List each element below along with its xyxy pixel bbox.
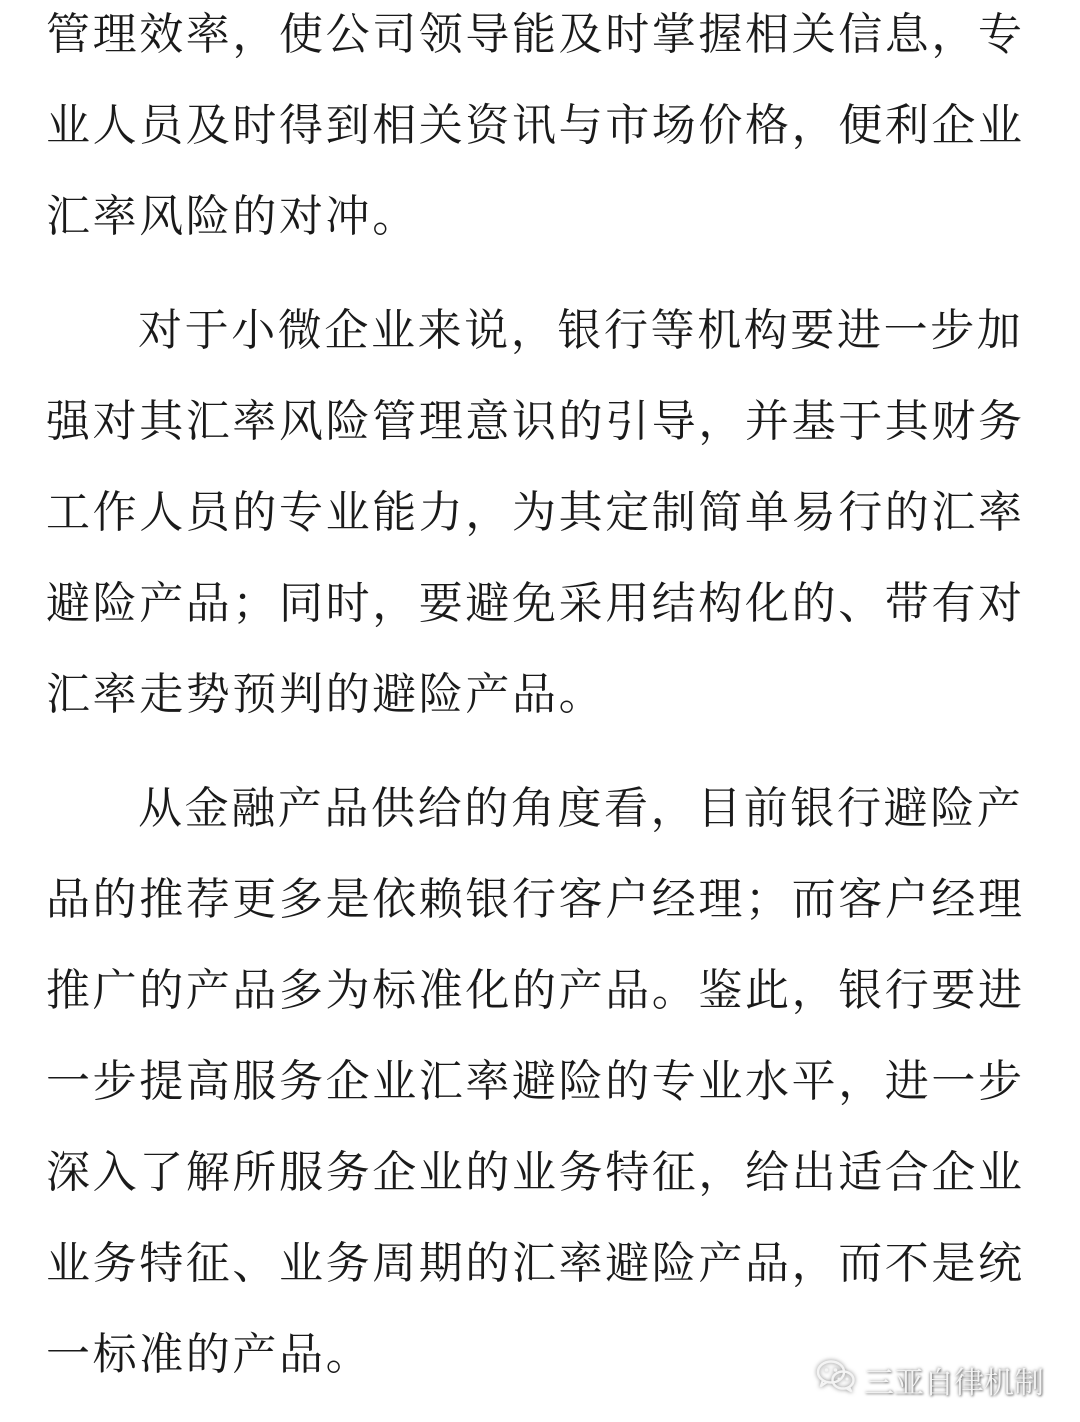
- text-line: 管理效率，使公司领导能及时掌握相关信息，专: [46, 9, 1025, 60]
- text-line: 深入了解所服务企业的业务特征，给出适合企业: [46, 1147, 1025, 1198]
- text-line: 业人员及时得到相关资讯与市场价格，便利企业: [46, 100, 1025, 151]
- paragraph-first-line: 从金融产品供给的角度看，目前银行避险产: [138, 783, 1024, 834]
- text-line: 推广的产品多为标准化的产品。鉴此，银行要进: [46, 965, 1025, 1016]
- text-line: 品的推荐更多是依赖银行客户经理；而客户经理: [46, 874, 1025, 925]
- wechat-icon: [816, 1359, 856, 1401]
- paragraph-first-line: 对于小微企业来说，银行等机构要进一步加: [138, 305, 1024, 356]
- text-line: 汇率走势预判的避险产品。: [46, 669, 606, 720]
- text-line: 一标准的产品。: [46, 1329, 373, 1380]
- text-line: 汇率风险的对冲。: [46, 191, 419, 242]
- text-line: 一步提高服务企业汇率避险的专业水平，进一步: [46, 1056, 1025, 1107]
- text-line: 避险产品；同时，要避免采用结构化的、带有对: [46, 578, 1025, 629]
- watermark-label: 三亚自律机制: [864, 1366, 1044, 1401]
- text-line: 强对其汇率风险管理意识的引导，并基于其财务: [46, 396, 1025, 447]
- text-line: 工作人员的专业能力，为其定制简单易行的汇率: [46, 487, 1025, 538]
- watermark: [816, 1358, 1044, 1402]
- text-line: 业务特征、业务周期的汇率避险产品，而不是统: [46, 1238, 1025, 1289]
